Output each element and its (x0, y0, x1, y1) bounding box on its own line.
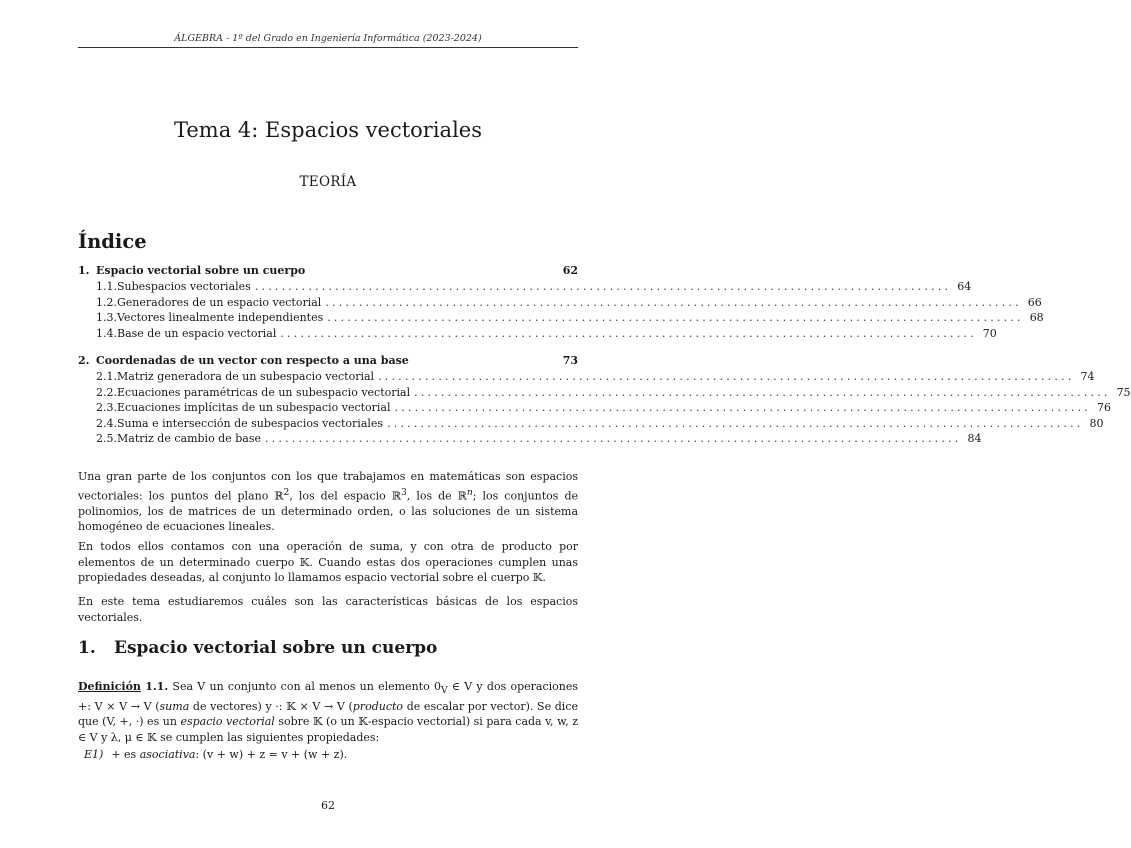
toc-section-number: 1. (78, 264, 90, 277)
toc-page-number: 66 (1027, 295, 1042, 309)
toc-subsection-title: Subespacios vectoriales (117, 280, 251, 293)
toc-page-number: 75 (1116, 385, 1131, 399)
toc-subsection-number: 2.4. (96, 416, 117, 430)
text-run: de escalar por vector). Se dice que (V, +, ·) es un (78, 699, 578, 729)
toc-page-number: 64 (957, 280, 972, 293)
toc-subsection-number: 2.5. (96, 432, 117, 445)
section-number: 1. (78, 638, 96, 658)
toc-subsection-title: Suma e intersección de subespacios vectoriales (117, 416, 384, 430)
section-heading (78, 638, 437, 658)
toc-subsection-number: 1.3. (96, 311, 117, 324)
toc-subsection[interactable] (78, 280, 972, 296)
text-run: Una gran parte de los conjuntos con los que trabajamos en matemáticas son espacios vectoriales: los puntos del plano ℝ (78, 470, 578, 503)
toc-page-number: 62 (562, 264, 578, 277)
dot-leader: ........................................................................................................ (387, 416, 1084, 430)
toc-spacer (78, 342, 578, 354)
toc-subsection[interactable] (78, 311, 1044, 327)
text-run: de vectores) y ·: 𝕂 × V → V ( (189, 699, 353, 713)
section-title: Espacio vectorial sobre un cuerpo (114, 638, 438, 658)
text-run: : (v + w) + z = v + (w + z). (195, 748, 348, 761)
toc-subsection-title: Ecuaciones paramétricas de un subespacio vectorial (117, 385, 411, 399)
intro-paragraph-3: En este tema estudiaremos cuáles son las características básicas de los espacios vectoriales. (78, 595, 578, 624)
table-of-contents (78, 264, 1131, 448)
toc-subsection[interactable] (78, 326, 997, 343)
toc-subsection-title: Matriz generadora de un subespacio vectorial (117, 370, 375, 383)
toc-page-number: 74 (1080, 370, 1095, 383)
toc-section[interactable] (78, 354, 578, 370)
axiom-e1 (84, 748, 347, 761)
toc-subsection-title: Base de un espacio vectorial (117, 326, 277, 340)
dot-leader: ........................................................................................................ (414, 385, 1111, 399)
text-run: ∈ V y dos operaciones +: V × V → V ( (78, 680, 579, 713)
dot-leader: ........................................................................................................ (280, 326, 977, 340)
toc-subsection-title: Vectores linealmente independientes (117, 311, 324, 324)
chapter-subtitle: TEORÍA (299, 174, 357, 190)
text-run: sobre 𝕂 (o un 𝕂-espacio vectorial) si para cada v, w, z ∈ V y λ, μ ∈ 𝕂 se cumplen las siguientes propiedades: (78, 715, 579, 744)
toc-subsection-number: 2.3. (96, 401, 117, 414)
chapter-title: Tema 4: Espacios vectoriales (174, 118, 482, 142)
toc-subsection[interactable] (78, 295, 1042, 312)
toc-subsection-title: Matriz de cambio de base (117, 432, 261, 445)
emphasis: espacio vectorial (180, 715, 275, 729)
toc-subsection-number: 1.4. (96, 326, 117, 340)
emphasis: suma (159, 699, 190, 713)
dot-leader: ........................................................................................................ (265, 432, 962, 445)
toc-page-number: 73 (562, 354, 578, 367)
dot-leader: ........................................................................................................ (327, 311, 1024, 324)
toc-subsection[interactable] (78, 385, 1131, 402)
text-run: , los de ℝ (406, 489, 467, 503)
toc-page-number: 84 (967, 432, 982, 445)
toc-page-number: 70 (982, 326, 997, 340)
definition-block (78, 679, 578, 746)
emphasis: producto (352, 699, 404, 713)
toc-section-number: 2. (78, 354, 90, 367)
toc-subsection[interactable] (78, 401, 1111, 417)
dot-leader: ........................................................................................................ (325, 295, 1022, 309)
toc-page-number: 80 (1089, 416, 1104, 430)
emphasis: asociativa (139, 748, 196, 761)
axiom-label: E1) (84, 748, 104, 761)
toc-subsection-title: Generadores de un espacio vectorial (117, 295, 322, 309)
toc-subsection-number: 2.2. (96, 385, 117, 399)
text-run: , los del espacio ℝ (289, 489, 401, 503)
subscript: V (440, 685, 448, 697)
dot-leader: ........................................................................................................ (394, 401, 1091, 414)
toc-subsection[interactable] (78, 416, 1104, 433)
dot-leader: ........................................................................................................ (378, 370, 1075, 383)
toc-subsection-number: 1.2. (96, 295, 117, 309)
toc-section-title: Coordenadas de un vector con respecto a una base (96, 354, 409, 367)
page-number: 62 (321, 799, 335, 812)
text-run: ; los conjuntos de polinomios, los de matrices de un determinado orden, o las soluciones de un sistema homogéneo de ecuaciones lineales. (78, 489, 578, 534)
running-header: ÁLGEBRA - 1º del Grado en Ingeniería Informática (2023-2024) (174, 33, 482, 44)
definition-number: 1.1. (145, 680, 169, 693)
toc-section[interactable] (78, 264, 578, 280)
intro-paragraph-1 (78, 469, 578, 535)
text-run: Sea V un conjunto con al menos un elemento 0 (168, 680, 441, 693)
header-rule (78, 47, 578, 48)
text-run: + es (111, 748, 140, 761)
definition-label: Definición (78, 680, 141, 693)
toc-subsection-number: 1.1. (96, 280, 117, 293)
intro-paragraph-2: En todos ellos contamos con una operación de suma, y con otra de producto por elementos de un determinado cuerpo 𝕂. Cuando estas dos operaciones cumplen unas propiedades deseadas, al conjunto lo llamamos espacio vectorial sobre el cuerpo 𝕂. (78, 540, 578, 585)
superscript: 3 (400, 486, 407, 498)
superscript: 2 (283, 486, 290, 498)
toc-subsection-number: 2.1. (96, 370, 117, 383)
toc-section-title: Espacio vectorial sobre un cuerpo (96, 264, 306, 277)
index-heading: Índice (78, 230, 147, 253)
toc-subsection[interactable] (78, 370, 1095, 386)
toc-subsection[interactable] (78, 432, 982, 448)
superscript: n (466, 486, 473, 498)
dot-leader: ........................................................................................................ (254, 280, 952, 293)
toc-page-number: 68 (1029, 311, 1044, 324)
toc-subsection-title: Ecuaciones implícitas de un subespacio vectorial (117, 401, 391, 414)
toc-page-number: 76 (1096, 401, 1111, 414)
